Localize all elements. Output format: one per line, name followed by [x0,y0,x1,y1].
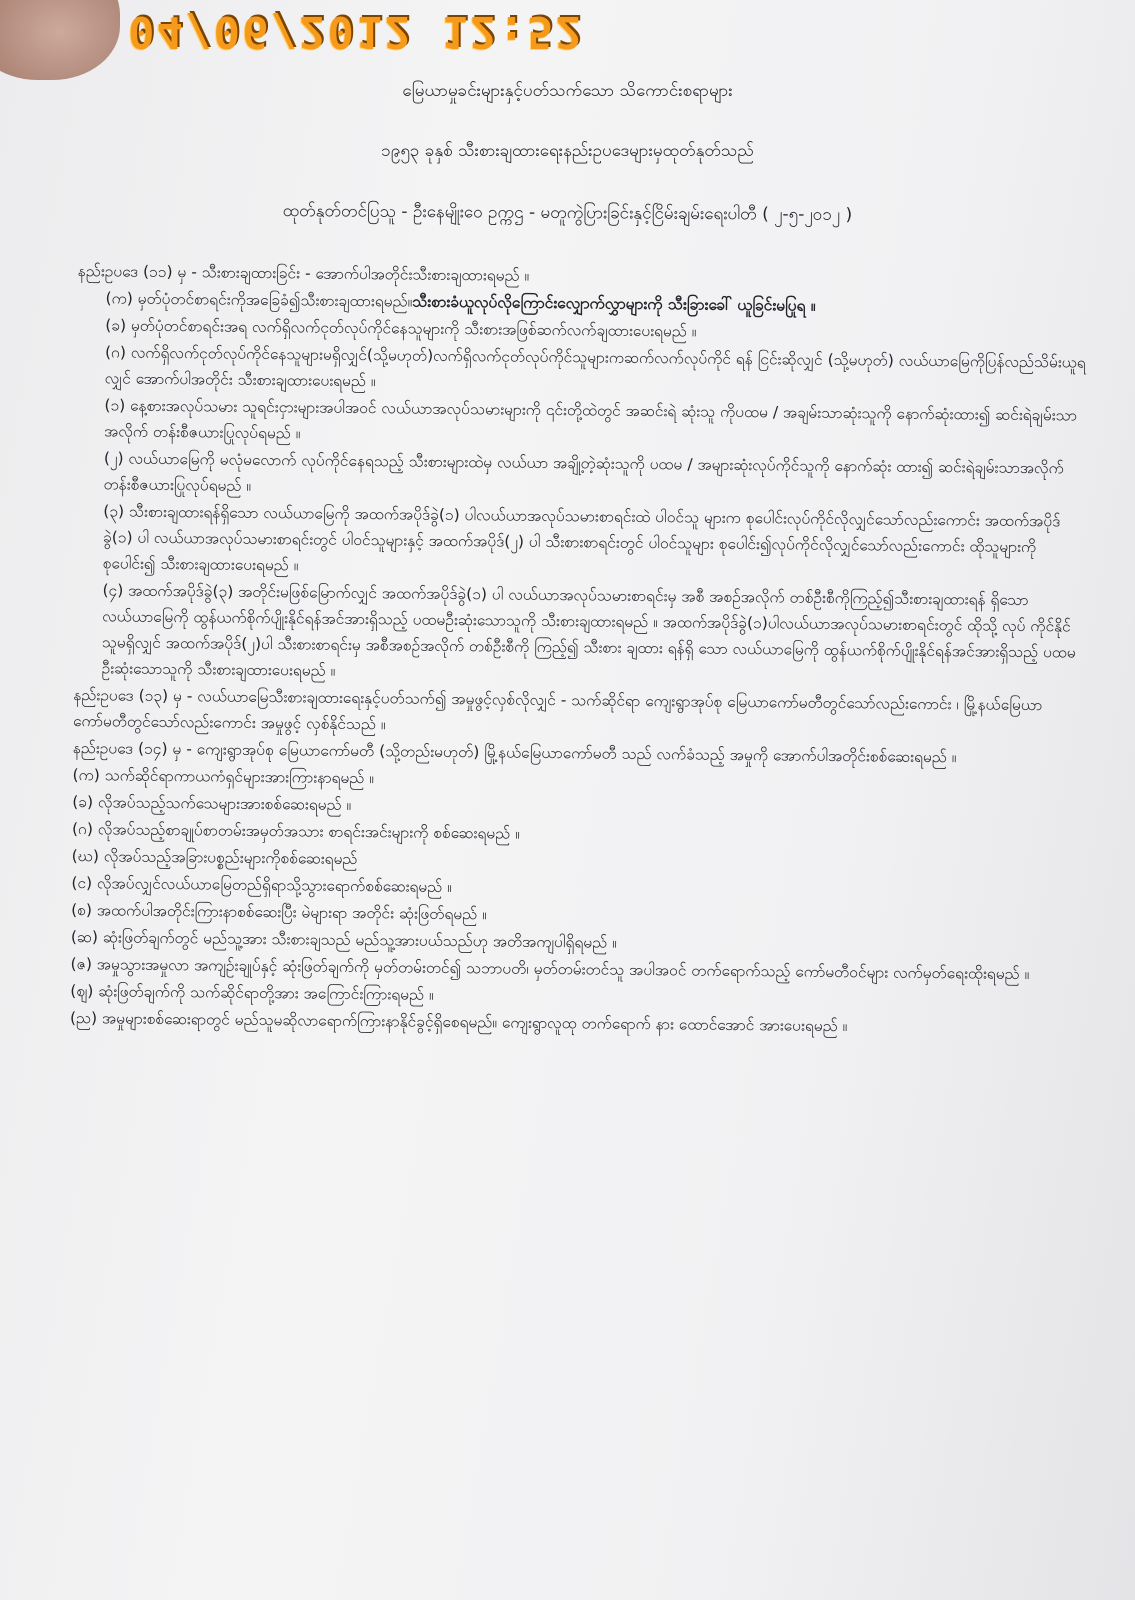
list-item: (ဇ) အမှုသွားအမှုလာ အကျဉ်းချုပ်နှင့် ဆုံးဖြတ်ချက်ကို မှတ်တမ်းတင်၍ သဘာပတိ၊ မှတ်တမ်းတင်သူ အပါအဝင် တက်ရောက်သည့် ကော်မတီဝင်များ လက်မှတ်ရေးထိုးရမည် ။ [70,954,1030,984]
list-item: (က) သက်ဆိုင်ရာကာယကံရှင်များအားကြားနာရမည် ။ [72,765,375,788]
document-credit: ထုတ်နုတ်တင်ပြသူ - ဦးနေမျိုးဝေ ဥက္ကဌ - မတူကွဲပြားခြင်းနှင့်ငြိမ်းချမ်းရေးပါတီ ( ၂-၅-၂၀၁၂ ) [282,201,853,225]
paragraph: (၂) လယ်ယာမြေကို မလုံမလောက် လုပ်ကိုင်နေရသည့် သီးစားများထဲမှ လယ်ယာ အချို့တဲ့ဆုံးသူကို ပထမ / အများဆုံးလုပ်ကိုင်သူကို နောက်ဆုံး ထား၍ ဆင်းရဲချမ်းသာအလိုက်တန်းစီဇယားပြုလုပ်ရမည် ။ [103,449,1064,495]
document-body [70,258,1088,1043]
paragraph: နည်းဥပဒေ (၁၃) မှ - လယ်ယာမြေသီးစားချထားရေးနှင့်ပတ်သက်၍ အမှုဖွင့်လှစ်လိုလျှင် - သက်ဆိုင်ရာ ကျေးရွာအုပ်စု မြေယာကော်မတီတွင်သော်လည်းကောင်း ၊ မြို့နယ်မြေယာကော်မတီတွင်သော်လည်းကောင်း အမှုဖွင့် လှစ်နိုင်သည် ။ [73,685,1043,734]
list-item: (စ) အထက်ပါအတိုင်းကြားနာစစ်ဆေးပြီး မဲများရာ အတိုင်း ဆုံးဖြတ်ရမည် ။ [71,900,487,924]
paragraph-bold-text: သီးစားခံယူလုပ်လိုကြောင်းလျှောက်လွှာများကို သီးခြားခေါ် ယူခြင်းမပြုရ ။ [412,292,816,315]
list-item: (င) လိုအပ်လျှင်လယ်ယာမြေတည်ရှိရာသို့သွားရောက်စစ်ဆေးရမည် ။ [71,873,453,896]
paragraph: (ခ) မှတ်ပုံတင်စာရင်းအရ လက်ရှိလက်ငုတ်လုပ်ကိုင်နေသူများကို သီးစားအဖြစ်ဆက်လက်ချထားပေးရမည် ။ [105,316,697,341]
paragraph: နည်းဥပဒေ (၁၄) မှ - ကျေးရွာအုပ်စု မြေယာကော်မတီ (သို့တည်းမဟုတ်) မြို့နယ်မြေယာကော်မတီ သည် လက်ခံသည့် အမှုကို အောက်ပါအတိုင်းစစ်ဆေးရမည် ။ [72,738,957,767]
paragraph-text: (က) မှတ်ပုံတင်စာရင်းကိုအခြေခံ၍သီးစားချထားရမည်။ [105,289,413,311]
list-item: (ခ) လိုအပ်သည့်သက်သေများအားစစ်ဆေးရမည် ။ [72,792,352,814]
paragraph: (၃) သီးစားချထားရန်ရှိသော လယ်ယာမြေကို အထက်အပိုဒ်ခွဲ(၁) ပါလယ်ယာအလုပ်သမားစာရင်းထဲ ပါဝင်သူ များက စုပေါင်းလုပ်ကိုင်လိုလျှင်သော်လည်းကောင်း အထက်အပိုဒ်ခွဲ(၁) ပါ လယ်ယာအလုပ်သမားစာရင်းတွင် ပါဝင်သူများနှင့် အထက်အပိုဒ်(၂) ပါ သီးစားစာရင်းတွင် ပါဝင်သူများ စုပေါင်း၍လုပ်ကိုင်လိုလျှင်သော်လည်းကောင်း ထိုသူများကို စုပေါင်း၍ သီးစားချထားပေးရမည် ။ [102,502,1061,575]
document-subtitle: ၁၉၅၃ ခုနှစ် သီးစားချထားရေးနည်းဥပဒေများမှထုတ်နုတ်သည် [381,141,754,161]
paragraph: (၄) အထက်အပိုဒ်ခွဲ(၃) အတိုင်းမဖြစ်မြောက်လျှင် အထက်အပိုဒ်ခွဲ(၁) ပါ လယ်ယာအလုပ်သမားစာရင်းမှ အစီ အစဉ်အလိုက် တစ်ဦးစီကိုကြည့်၍သီးစားချထားရန် ရှိသော လယ်ယာမြေကို ထွန်ယက်စိုက်ပျိုးနိုင်ရန်အင်အားရှိသည့် ပထမဦးဆုံးသောသူကို သီးစားချထားရမည် ။ အထက်အပိုဒ်ခွဲ(၁)ပါလယ်ယာအလုပ်သမားစာရင်းတွင် ထိုသို့ လုပ် ကိုင်နိုင်သူမရှိလျှင် အထက်အပိုဒ်(၂)ပါ သီးစားစာရင်းမှ အစီအစဉ်အလိုက် တစ်ဦးစီကို ကြည့်၍ သီးစား ချထား ရန်ရှိ သော လယ်ယာမြေကို ထွန်ယက်စိုက်ပျိုးနိုင်ရန်အင်အားရှိသည့် ပထမဦးဆုံးသောသူကို သီးစားချထားပေးရမည် ။ [101,581,1076,680]
thumb-finger [0,0,120,80]
list-item: (ဈ) ဆုံးဖြတ်ချက်ကို သက်ဆိုင်ရာတို့အား အကြောင်းကြားရမည် ။ [70,981,434,1004]
paragraph: (ဂ) လက်ရှိလက်ငုတ်လုပ်ကိုင်နေသူများမရှိလျှင်(သို့မဟုတ်)လက်ရှိလက်ငုတ်လုပ်ကိုင်သူများကဆက်လက်လုပ်ကိုင် ရန် ငြင်းဆိုလျှင် (သို့မဟုတ်) လယ်ယာမြေကိုပြန်လည်သိမ်းယူရလျှင် အောက်ပါအတိုင်း သီးစားချထားပေးရမည် ။ [104,343,1086,391]
paragraph: (၁) နေ့စားအလုပ်သမား သူရင်းငှားများအပါအဝင် လယ်ယာအလုပ်သမားများကို ၎င်းတို့ထဲတွင် အဆင်းရဲ ဆုံးသူ ကိုပထမ / အချမ်းသာဆုံးသူကို နောက်ဆုံးထား၍ ဆင်းရဲချမ်းသာအလိုက် တန်းစီဇယားပြုလုပ်ရမည် ။ [104,396,1078,443]
list-item: (ဆ) ဆုံးဖြတ်ချက်တွင် မည်သူ့အား သီးစားချသည် မည်သူ့အားပယ်သည်ဟု အတိအကျပါရှိရမည် ။ [70,927,617,952]
paragraph: နည်းဥပဒေ (၁၁) မှ - သီးစားချထားခြင်း - အောက်ပါအတိုင်းသီးစားချထားရမည် ။ [77,261,530,285]
document-title: မြေယာမှုခင်းများနှင့်ပတ်သက်သော သိကောင်းစရာများ [402,81,733,101]
list-item: (ည) အမှုများစစ်ဆေးရာတွင် မည်သူမဆိုလာရောက်ကြားနာနိုင်ခွင့်ရှိစေရမည်။ ကျေးရွာလူထု တက်ရောက် နား ထောင်အောင် အားပေးရမည် ။ [69,1008,848,1036]
list-item: (ဂ) လိုအပ်သည့်စာချုပ်စာတမ်းအမှတ်အသား စာရင်းအင်းများကို စစ်ဆေးရမည် ။ [71,819,520,843]
list-item: (ဃ) လိုအပ်သည့်အခြားပစ္စည်းများကိုစစ်ဆေးရမည် [71,846,358,868]
camera-timestamp: 04/06/2012 12:52 [128,6,584,57]
